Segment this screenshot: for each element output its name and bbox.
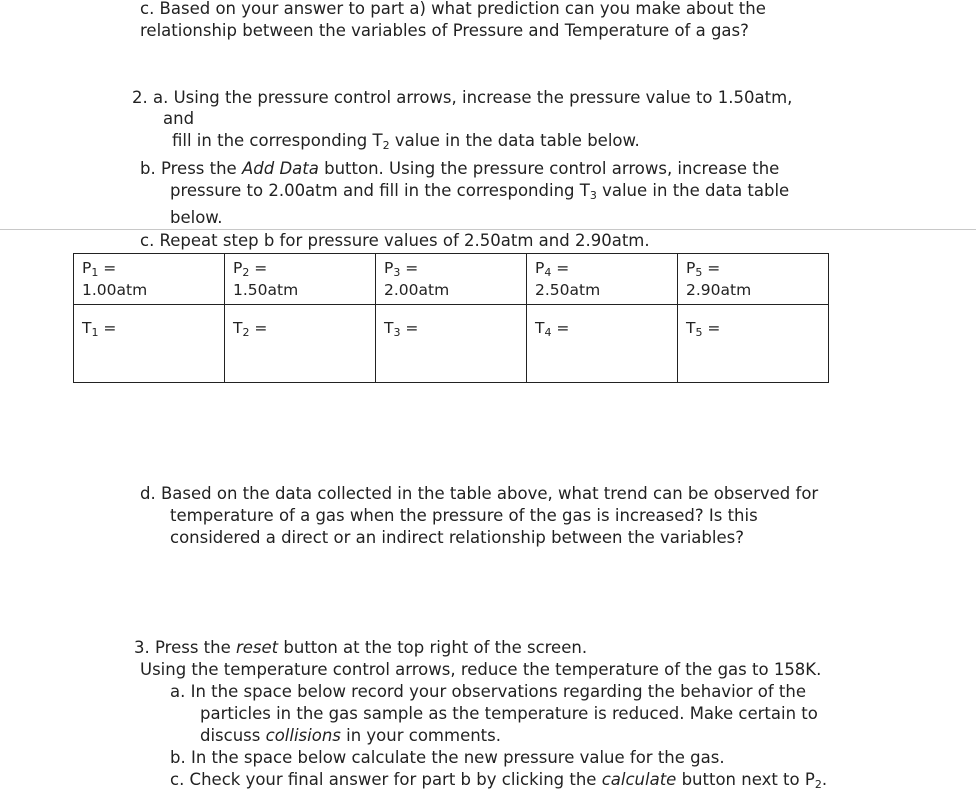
q3c-line: c. Check your final answer for part b by clicking the calculate button next to $P_2$. xyxy=(170,770,828,791)
q2d-line-3: considered a direct or an indirect relationship between the variables? xyxy=(170,528,744,547)
pressure-value: 2.00atm xyxy=(384,281,450,299)
pressure-value: 2.90atm xyxy=(686,281,752,299)
q2b-line-1: b. Press the Add Data button. Using the pressure control arrows, increase the xyxy=(140,159,780,178)
pressure-row xyxy=(74,254,829,305)
q2a-line-1: 2. a. Using the pressure control arrows, increase the pressure value to 1.50atm, xyxy=(132,88,793,107)
q2b-line-3: below. xyxy=(170,208,223,227)
q3a-line-2: particles in the gas sample as the temperature is reduced. Make certain to xyxy=(200,704,818,723)
pressure-cell: $P_5$ = 2.90atm xyxy=(678,254,829,305)
q1c-line-2: relationship between the variables of Pressure and Temperature of a gas? xyxy=(140,21,749,40)
q2a-line-2: and xyxy=(163,109,195,128)
pressure-cell: $P_3$ = 2.00atm xyxy=(376,254,527,305)
q3b-line: b. In the space below calculate the new pressure value for the gas. xyxy=(170,748,725,767)
q1c-line-1: c. Based on your answer to part a) what prediction can you make about the xyxy=(140,0,766,18)
q3a-line-3: discuss collisions in your comments. xyxy=(200,726,501,745)
q2c-line: c. Repeat step b for pressure values of 2.50atm and 2.90atm. xyxy=(140,231,650,250)
pressure-cell: $P_4$ = 2.50atm xyxy=(527,254,678,305)
q3-line-2: Using the temperature control arrows, reduce the temperature of the gas to 158K. xyxy=(140,660,822,679)
q3a-line-1: a. In the space below record your observations regarding the behavior of the xyxy=(170,682,807,701)
temperature-cell[interactable]: $T_2$ = xyxy=(225,305,376,383)
q2b-line-2: pressure to 2.00atm and fill in the corresponding $T_3$ value in the data table xyxy=(170,181,790,202)
q2a-line-3: fill in the corresponding $T_2$ value in the data table below. xyxy=(172,131,640,152)
pressure-value: 1.00atm xyxy=(82,281,148,299)
temperature-cell[interactable]: $T_3$ = xyxy=(376,305,527,383)
temperature-cell[interactable]: $T_1$ = xyxy=(74,305,225,383)
pressure-cell: $P_1$ = 1.00atm xyxy=(74,254,225,305)
pressure-cell: $P_2$ = 1.50atm xyxy=(225,254,376,305)
temperature-cell[interactable]: $T_4$ = xyxy=(527,305,678,383)
q2d-line-1: d. Based on the data collected in the table above, what trend can be observed for xyxy=(140,484,819,503)
pressure-value: 2.50atm xyxy=(535,281,601,299)
temperature-row xyxy=(74,305,829,383)
pressure-value: 1.50atm xyxy=(233,281,299,299)
q3-line-1: 3. Press the reset button at the top right of the screen. xyxy=(134,638,588,657)
q2d-line-2: temperature of a gas when the pressure of the gas is increased? Is this xyxy=(170,506,758,525)
temperature-cell[interactable]: $T_5$ = xyxy=(678,305,829,383)
data-table xyxy=(73,253,829,383)
